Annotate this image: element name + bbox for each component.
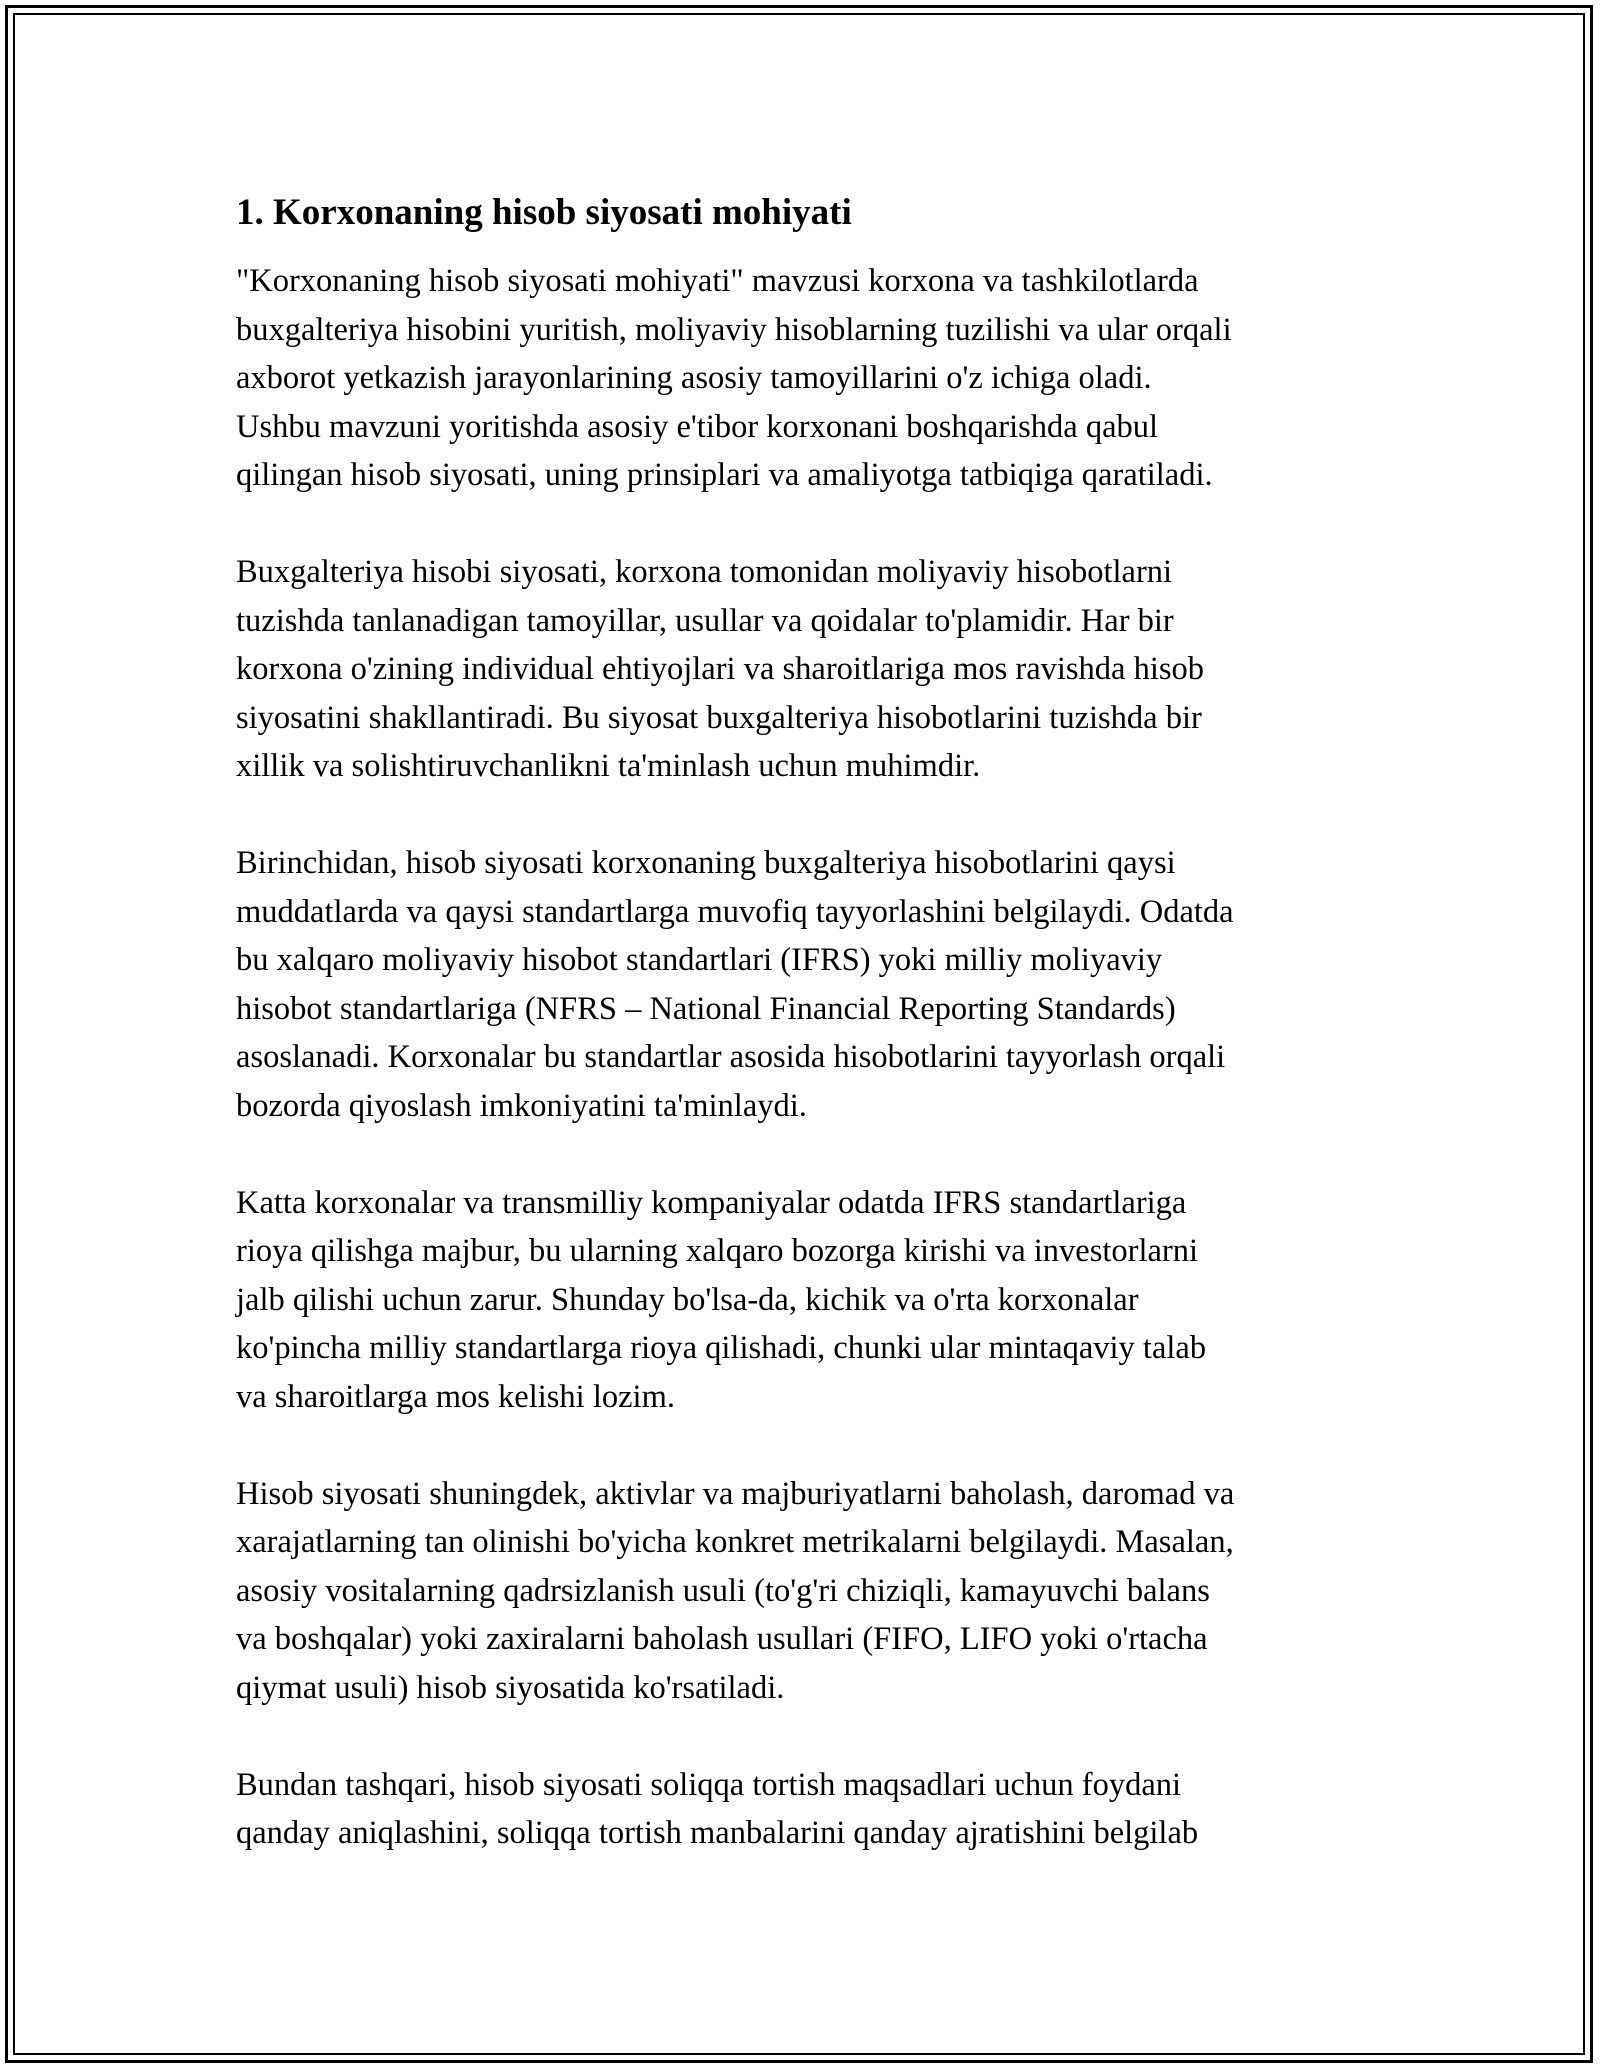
text-line: korxona o'zining individual ehtiyojlari va sharoitlariga mos ravishda hisob: [236, 651, 1205, 687]
paragraph-5: [236, 1470, 1386, 1713]
text-line: Hisob siyosati shuningdek, aktivlar va majburiyatlarni baholash, daromad va: [236, 1475, 1235, 1512]
text-line: ko'pincha milliy standartlarga rioya qilishadi, chunki ular mintaqaviy talab: [236, 1330, 1207, 1366]
text-line: asosiy vositalarning qadrsizlanish usuli (to'g'ri chiziqli, kamayuvchi balans: [236, 1572, 1210, 1609]
text-line: Buxgalteriya hisobi siyosati, korxona tomonidan moliyaviy hisobotlarni: [236, 554, 1173, 590]
text-line: hisobot standartlariga (NFRS – National Financial Reporting Standards): [236, 990, 1176, 1027]
text-line: tuzishda tanlanadigan tamoyillar, usullar va qoidalar to'plamidir. Har bir: [236, 602, 1174, 639]
text-line: qilingan hisob siyosati, uning prinsiplari va amaliyotga tatbiqiga qaratiladi.: [236, 457, 1213, 493]
text-line: muddatlarda va qaysi standartlarga muvofiq tayyorlashini belgilaydi. Odatda: [236, 893, 1234, 930]
paragraph-2: [236, 548, 1386, 791]
text-line: Birinchidan, hisob siyosati korxonaning buxgalteriya hisobotlarini qaysi: [236, 845, 1176, 881]
paragraph-1: [236, 257, 1386, 500]
section-heading: 1. Korxonaning hisob siyosati mohiyati: [236, 192, 852, 233]
text-line: xarajatlarning tan olinishi bo'yicha konkret metrikalarni belgilaydi. Masalan,: [236, 1524, 1234, 1560]
text-line: siyosatini shakllantiradi. Bu siyosat buxgalteriya hisobotlarini tuzishda bir: [236, 699, 1202, 736]
paragraph-4: [236, 1179, 1386, 1422]
text-line: qiymat usuli) hisob siyosatida ko'rsatiladi.: [236, 1669, 785, 1706]
document-body: [236, 183, 1386, 1906]
text-line: asoslanadi. Korxonalar bu standartlar asosida hisobotlarini tayyorlash orqali: [236, 1039, 1226, 1075]
text-line: va boshqalar) yoki zaxiralarni baholash usullari (FIFO, LIFO yoki o'rtacha: [236, 1621, 1208, 1657]
paragraph-6: [236, 1761, 1386, 1858]
text-line: bu xalqaro moliyaviy hisobot standartlari (IFRS) yoki milliy moliyaviy: [236, 942, 1163, 978]
text-line: "Korxonaning hisob siyosati mohiyati" mavzusi korxona va tashkilotlarda: [236, 263, 1199, 299]
text-line: xillik va solishtiruvchanlikni ta'minlash uchun muhimdir.: [236, 748, 981, 784]
paragraph-3: [236, 839, 1386, 1130]
text-line: Ushbu mavzuni yoritishda asosiy e'tibor korxonani boshqarishda qabul: [236, 408, 1159, 445]
text-line: va sharoitlarga mos kelishi lozim.: [236, 1378, 675, 1415]
text-line: qanday aniqlashini, soliqqa tortish manbalarini qanday ajratishini belgilab: [236, 1815, 1199, 1851]
text-line: Katta korxonalar va transmilliy kompaniyalar odatda IFRS standartlariga: [236, 1184, 1187, 1221]
text-line: buxgalteriya hisobini yuritish, moliyaviy hisoblarning tuzilishi va ular orqali: [236, 311, 1232, 348]
text-line: axborot yetkazish jarayonlarining asosiy tamoyillarini o'z ichiga oladi.: [236, 360, 1152, 396]
text-line: jalb qilishi uchun zarur. Shunday bo'lsa-da, kichik va o'rta korxonalar: [236, 1281, 1139, 1318]
text-line: Bundan tashqari, hisob siyosati soliqqa tortish maqsadlari uchun foydani: [236, 1766, 1182, 1803]
text-line: rioya qilishga majbur, bu ularning xalqaro bozorga kirishi va investorlarni: [236, 1233, 1199, 1269]
text-line: bozorda qiyoslash imkoniyatini ta'minlaydi.: [236, 1087, 807, 1124]
